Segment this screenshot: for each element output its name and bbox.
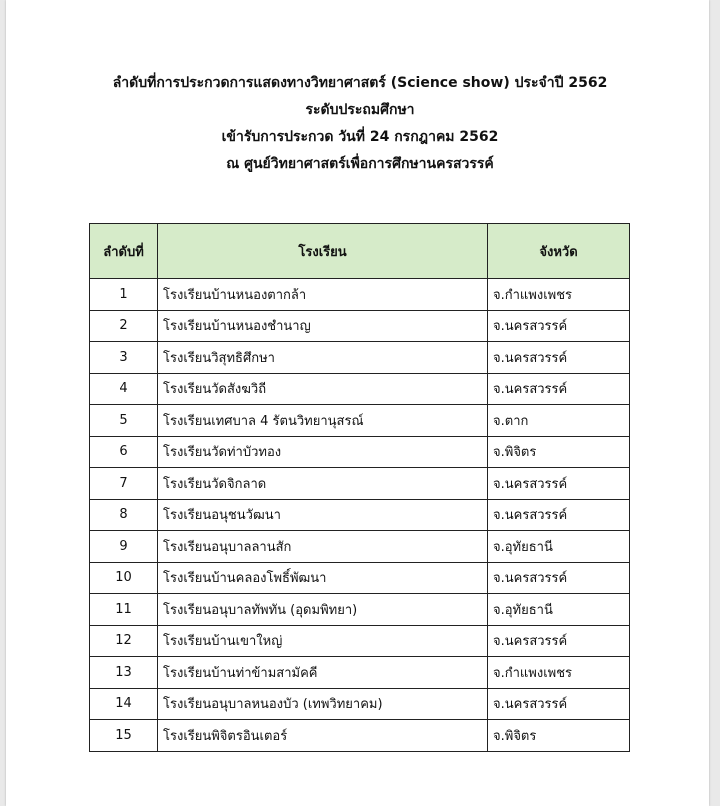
table-header-row [90,224,630,279]
table-row [90,342,630,374]
row-school: โรงเรียนอนุบาลลานสัก [158,531,488,563]
table-row [90,310,630,342]
row-number: 13 [90,657,158,689]
row-school: โรงเรียนเทศบาล 4 รัตนวิทยานุสรณ์ [158,405,488,437]
table-row [90,657,630,689]
row-school: โรงเรียนวิสุทธิศึกษา [158,342,488,374]
table-row [90,499,630,531]
row-number: 2 [90,310,158,342]
heading-venue: ณ ศูนย์วิทยาศาสตร์เพื่อการศึกษานครสวรรค์ [226,156,494,172]
table-row [90,373,630,405]
row-number: 1 [90,279,158,311]
row-number: 14 [90,688,158,720]
row-number: 8 [90,499,158,531]
results-table [89,223,630,752]
row-province: จ.กำแพงเพชร [488,279,630,311]
row-number: 11 [90,594,158,626]
row-province: จ.นครสวรรค์ [488,310,630,342]
row-school: โรงเรียนบ้านคลองโพธิ์พัฒนา [158,562,488,594]
row-school: โรงเรียนวัดจิกลาด [158,468,488,500]
row-number: 10 [90,562,158,594]
row-province: จ.อุทัยธานี [488,594,630,626]
row-number: 9 [90,531,158,563]
row-number: 7 [90,468,158,500]
row-school: โรงเรียนบ้านหนองตากล้า [158,279,488,311]
row-number: 4 [90,373,158,405]
table-row [90,625,630,657]
table-row [90,436,630,468]
table-row [90,720,630,752]
row-number: 5 [90,405,158,437]
header-province: จังหวัด [488,224,630,279]
row-school: โรงเรียนอนุชนวัฒนา [158,499,488,531]
row-province: จ.พิจิตร [488,436,630,468]
table-row [90,405,630,437]
table-row [90,688,630,720]
row-school: โรงเรียนบ้านหนองชำนาญ [158,310,488,342]
table-row [90,594,630,626]
row-province: จ.นครสวรรค์ [488,625,630,657]
heading-title: ลำดับที่การประกวดการแสดงทางวิทยาศาสตร์ (Science show) ประจำปี 2562 [112,75,608,91]
row-province: จ.นครสวรรค์ [488,373,630,405]
row-school: โรงเรียนบ้านเขาใหญ่ [158,625,488,657]
row-school: โรงเรียนวัดสังฆวิถี [158,373,488,405]
heading-level: ระดับประถมศึกษา [305,102,415,118]
row-province: จ.นครสวรรค์ [488,342,630,374]
row-province: จ.ตาก [488,405,630,437]
row-number: 6 [90,436,158,468]
row-province: จ.กำแพงเพชร [488,657,630,689]
row-province: จ.นครสวรรค์ [488,468,630,500]
row-number: 12 [90,625,158,657]
heading-date: เข้ารับการประกวด วันที่ 24 กรกฎาคม 2562 [221,129,499,145]
document-heading [0,70,720,178]
table-row [90,279,630,311]
row-province: จ.นครสวรรค์ [488,499,630,531]
header-school: โรงเรียน [158,224,488,279]
row-province: จ.อุทัยธานี [488,531,630,563]
table-row [90,531,630,563]
row-number: 3 [90,342,158,374]
table-row [90,468,630,500]
row-school: โรงเรียนบ้านท่าข้ามสามัคคี [158,657,488,689]
row-school: โรงเรียนอนุบาลหนองบัว (เทพวิทยาคม) [158,688,488,720]
row-province: จ.พิจิตร [488,720,630,752]
table-row [90,562,630,594]
row-number: 15 [90,720,158,752]
row-school: โรงเรียนอนุบาลทัพทัน (อุดมพิทยา) [158,594,488,626]
row-school: โรงเรียนพิจิตรอินเตอร์ [158,720,488,752]
header-no: ลำดับที่ [90,224,158,279]
row-province: จ.นครสวรรค์ [488,562,630,594]
row-province: จ.นครสวรรค์ [488,688,630,720]
row-school: โรงเรียนวัดท่าบัวทอง [158,436,488,468]
